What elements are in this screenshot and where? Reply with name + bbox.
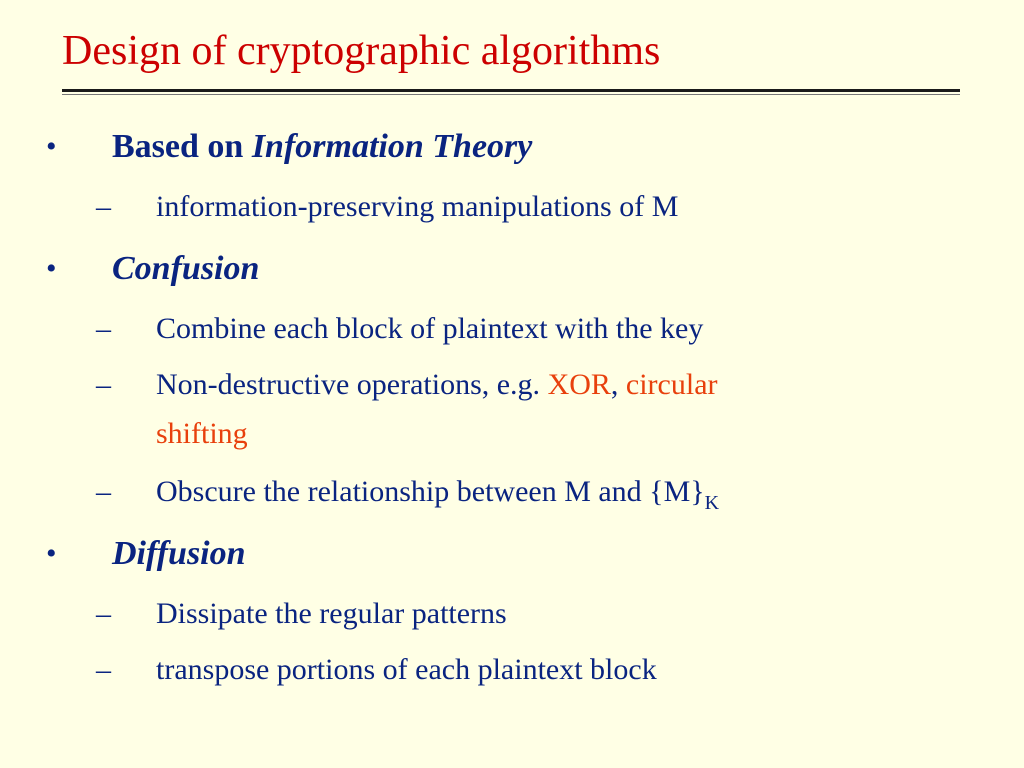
separator: ,	[610, 368, 626, 401]
bullet-italic: Diffusion	[112, 535, 246, 572]
bullet-text	[112, 127, 532, 167]
highlight-circular: circular	[625, 368, 718, 401]
sub-bullet-text	[156, 367, 718, 403]
dash-marker: –	[96, 312, 111, 345]
dash-marker: –	[96, 368, 111, 401]
dash-marker: –	[96, 190, 111, 223]
sub-bullet-text: Dissipate the regular patterns	[156, 597, 507, 630]
sub-bullet-text: transpose portions of each plaintext block	[156, 653, 657, 686]
title-divider	[62, 89, 960, 92]
highlight-shifting: shifting	[156, 417, 248, 450]
subscript-k: K	[704, 492, 720, 514]
bullet-lead: Based on	[112, 128, 252, 165]
bullet-marker: •	[46, 252, 57, 285]
bullet-italic: Information Theory	[251, 128, 533, 165]
sub-bullet-lead: Obscure the relationship between M and {M}	[156, 475, 705, 508]
sub-bullet-text	[156, 474, 720, 514]
dash-marker: –	[96, 597, 111, 630]
sub-bullet-text: information-preserving manipulations of M	[156, 190, 679, 223]
bullet-marker: •	[46, 537, 57, 570]
dash-marker: –	[96, 475, 111, 508]
title-divider-thin	[62, 94, 960, 95]
sub-bullet-text: Combine each block of plaintext with the key	[156, 312, 704, 345]
slide-title: Design of cryptographic algorithms	[62, 28, 661, 74]
bullet-italic: Confusion	[112, 250, 260, 287]
bullet-marker: •	[46, 130, 57, 163]
sub-bullet-lead: Non-destructive operations, e.g.	[156, 368, 548, 401]
dash-marker: –	[96, 653, 111, 686]
highlight-xor: XOR	[547, 368, 611, 401]
